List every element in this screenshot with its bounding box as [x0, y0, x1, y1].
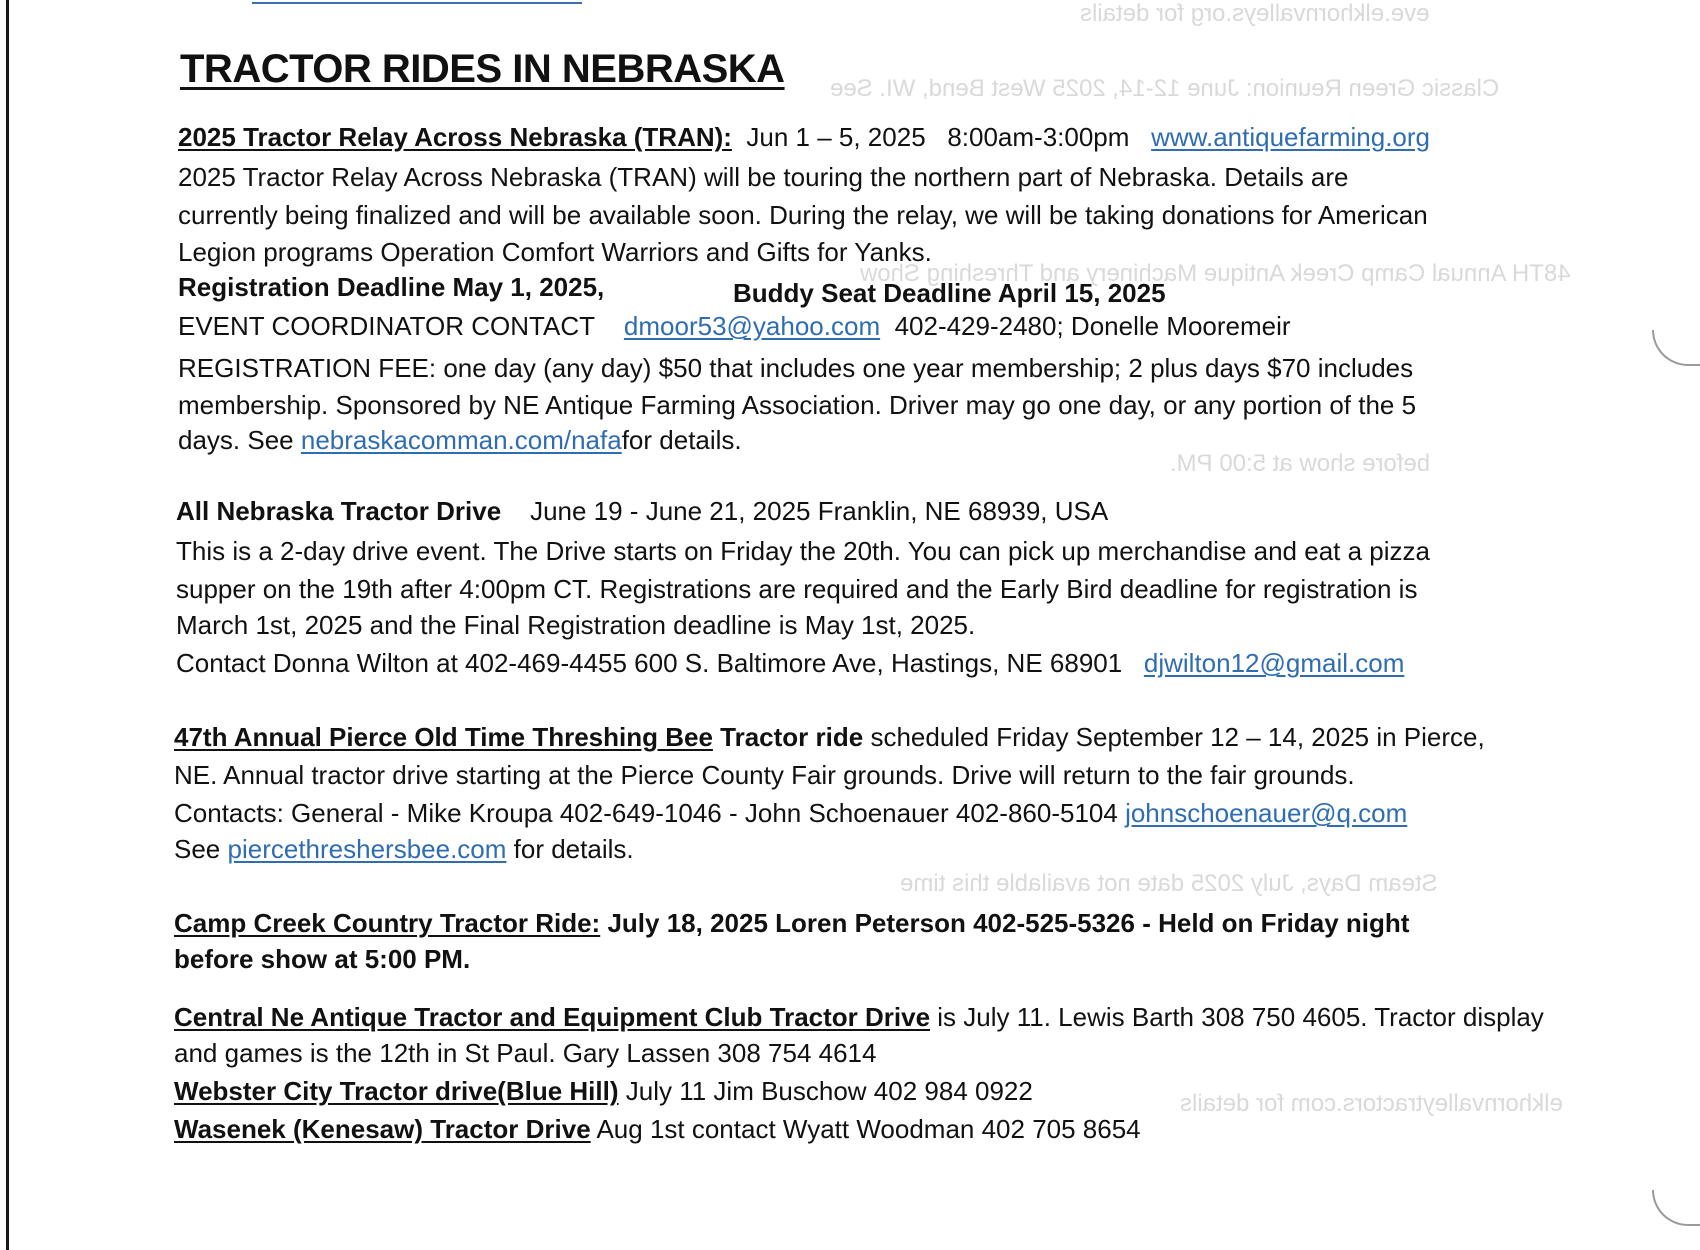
camp-desc-1: July 18, 2025 Loren Peterson 402-525-5326 - Held on Friday night — [607, 908, 1410, 938]
tran-coordinator-line — [178, 307, 1291, 345]
tran-buddy-deadline: Buddy Seat Deadline April 15, 2025 — [733, 278, 1166, 308]
allne-heading-line — [176, 492, 1108, 530]
wasenek-desc: Aug 1st contact Wyatt Woodman 402 705 8654 — [596, 1114, 1141, 1144]
page-title: TRACTOR RIDES IN NEBRASKA — [180, 47, 785, 91]
wasenek-line — [174, 1110, 1141, 1148]
allne-when: June 19 - June 21, 2025 Franklin, NE 68939, USA — [530, 496, 1109, 526]
tran-desc-3: Legion programs Operation Comfort Warriors and Gifts for Yanks. — [178, 237, 932, 267]
pierce-website-link[interactable]: piercethreshersbee.com — [227, 834, 507, 864]
pierce-email[interactable]: johnschoenauer@q.com — [1125, 798, 1408, 828]
camp-heading-line — [174, 904, 1409, 942]
central-desc-2: and games is the 12th in St Paul. Gary Lassen 308 754 4614 — [174, 1038, 877, 1068]
allne-email[interactable]: djwilton12@gmail.com — [1143, 648, 1405, 678]
tran-reg-deadline: Registration Deadline May 1, 2025, — [178, 272, 605, 302]
nafa-link[interactable]: nebraskacomman.com/nafa — [300, 425, 622, 455]
bleed-through-text: before show at 5:00 PM. — [1170, 450, 1431, 477]
tran-fee-3 — [178, 421, 742, 459]
central-heading-line — [174, 998, 1544, 1036]
pierce-desc-2: NE. Annual tractor drive starting at the Pierce County Fair grounds. Drive will return to the fair grounds. — [174, 760, 1355, 790]
allne-desc-2: supper on the 19th after 4:00pm CT. Registrations are required and the Early Bird deadline for registration is — [176, 574, 1418, 604]
tran-fee-1: REGISTRATION FEE: one day (any day) $50 that includes one year membership; 2 plus days $70 includes — [178, 353, 1414, 383]
bleed-through-text: Classic Green Reunion: June 12-14, 2025 West Bend, WI. See — [830, 75, 1500, 102]
webster-line — [174, 1072, 1033, 1110]
allne-contact: Contact Donna Wilton at 402-469-4455 600 S. Baltimore Ave, Hastings, NE 68901 — [176, 648, 1123, 678]
pierce-contacts-line — [174, 794, 1407, 832]
pierce-desc-1: scheduled Friday September 12 – 14, 2025 in Pierce, — [870, 722, 1485, 752]
tran-desc-1: 2025 Tractor Relay Across Nebraska (TRAN) will be touring the northern part of Nebraska. Details are — [178, 162, 1349, 192]
pierce-heading-tail: Tractor ride — [720, 722, 864, 752]
tran-fee-see: days. See — [178, 425, 294, 455]
pierce-see-line — [174, 830, 634, 868]
tran-coordinator-email[interactable]: dmoor53@yahoo.com — [623, 311, 881, 341]
camp-heading: Camp Creek Country Tractor Ride: — [174, 908, 601, 938]
tran-coordinator-label: EVENT COORDINATOR CONTACT — [178, 311, 595, 341]
bleed-through-text: eve.elkhornvalleys.org for details — [1080, 0, 1430, 27]
bleed-through-text: Steam Days, July 2025 date not available this time — [900, 870, 1438, 897]
pierce-heading-line — [174, 718, 1485, 756]
tran-heading: 2025 Tractor Relay Across Nebraska (TRAN): — [178, 122, 732, 152]
webster-heading: Webster City Tractor drive(Blue Hill) — [174, 1076, 619, 1106]
tran-coordinator-phone-name: 402-429-2480; Donelle Mooremeir — [894, 311, 1291, 341]
central-heading: Central Ne Antique Tractor and Equipment Club Tractor Drive — [174, 1002, 931, 1032]
pierce-see: See — [174, 834, 221, 864]
tran-heading-line — [178, 118, 1430, 156]
bleed-through-text: 48TH Annual Camp Creek Antique Machinery and Threshing Show — [860, 260, 1571, 287]
pierce-heading: 47th Annual Pierce Old Time Threshing Bee — [174, 722, 713, 752]
tran-when: Jun 1 – 5, 2025 8:00am-3:00pm — [746, 122, 1130, 152]
bleed-through-text: elkhornvalleytractors.com for details — [1180, 1090, 1563, 1117]
pierce-contacts: Contacts: General - Mike Kroupa 402-649-1046 - John Schoenauer 402-860-5104 — [174, 798, 1118, 828]
camp-desc-2: before show at 5:00 PM. — [174, 944, 471, 974]
allne-desc-1: This is a 2-day drive event. The Drive starts on Friday the 20th. You can pick up merchandise and eat a pizza — [176, 536, 1430, 566]
wasenek-heading: Wasenek (Kenesaw) Tractor Drive — [174, 1114, 591, 1144]
allne-heading: All Nebraska Tractor Drive — [176, 496, 502, 526]
webster-desc: July 11 Jim Buschow 402 984 0922 — [625, 1076, 1033, 1106]
allne-contact-line — [176, 644, 1404, 682]
allne-desc-3: March 1st, 2025 and the Final Registration deadline is May 1st, 2025. — [176, 610, 976, 640]
tran-fee-2: membership. Sponsored by NE Antique Farming Association. Driver may go one day, or any portion of the 5 — [178, 390, 1417, 420]
pierce-details: for details. — [513, 834, 634, 864]
tran-fee-details: for details. — [621, 425, 742, 455]
tran-website-link[interactable]: www.antiquefarming.org — [1151, 122, 1431, 152]
central-desc-1: is July 11. Lewis Barth 308 750 4605. Tractor display — [937, 1002, 1544, 1032]
tran-desc-2: currently being finalized and will be available soon. During the relay, we will be taking donations for American — [178, 200, 1428, 230]
